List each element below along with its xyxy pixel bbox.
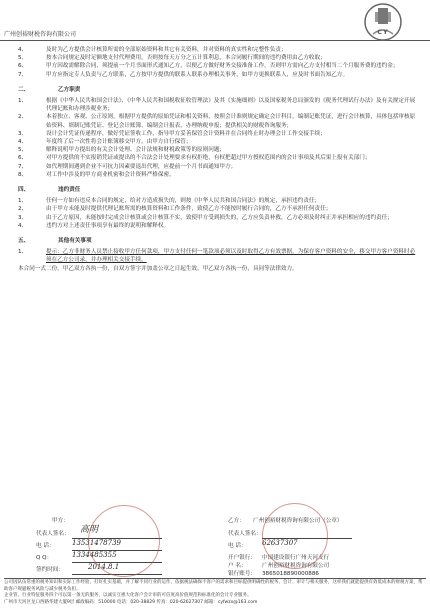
party-a-label: 甲方： [52, 518, 69, 524]
section-heading: 五、 其他有关事项 [18, 238, 92, 245]
party-a-phone: 13531478739 [72, 539, 121, 547]
party-b-phone-label: 电 话： [228, 543, 247, 549]
list-item: 3、 由于乙方原因，未能按时完成会计核算或会计核算不实，致使甲方受到损失的，乙方应负责补救，乙方必须及时纠正并承担相应的违约责任； [18, 214, 393, 221]
party-b-phone: 62637307 [262, 539, 298, 547]
list-item: 2、 由于甲方未能及时提供代理记账所需的核算资料和工作条件，致使乙方不能按时履行合同的，乙方不承担任何责任； [18, 206, 332, 213]
party-a-signature: 高明 [80, 525, 99, 535]
section-heading: 四、 违约责任 [18, 187, 81, 194]
party-b-seal [262, 503, 328, 569]
party-a-seal [88, 505, 160, 577]
list-item: 5、 解释说明甲方提出的有关会计处理、会计法规和财税政策等的原则问题； [18, 147, 226, 154]
party-b-account: 中国建设银行广州天河支行 [262, 555, 330, 561]
party-b-acct-name-label: 户 名： [228, 563, 247, 569]
party-b-acct-name: 广州创裕财税咨询有限公司 [262, 563, 330, 569]
list-item: 7、 如代理期间遇到企业不可抗力因素要退出代理，应提前一个月书面通知甲方； [18, 163, 237, 170]
party-b-name: 广州创裕财税咨询有限公司（公章） [253, 518, 343, 524]
party-a-qq: 1334485355 [72, 551, 117, 559]
party-a-rep-label: 代表人签名： [36, 531, 70, 537]
list-item: 1、 任何一方如有违反本合同的规定，给对方造成损失的，则按《中华人民共和国合同法》的规定，承担违约责任； [18, 198, 321, 205]
list-item: 3、 设计会计凭证传递程序，做好凭证签收工作，指导甲方妥善保管会计资料并在合同终止时办理会计工作交接手续； [18, 130, 326, 137]
section-heading: 二、 乙方职责 [18, 86, 81, 93]
list-item: 2、 本着独立、客观、公正原则，根据甲方提供的原始凭证和相关资料，按照会计准则规定确定会计科目，编制记账凭证，进行会计核算，具体包括审核原始资料、填制记账凭证、登记会计账簿、编制会计报表，办理纳税申报；提供相关的财税咨询服务； [18, 114, 416, 129]
party-a-date: 2014.8.1 [88, 563, 120, 571]
list-item: 1、 提示：乙方非财务人员禁止接收甲方任何款项，甲方支付任何一笔款项必须以及时取得乙方有效票据，为保存客户资料的安全，移交甲方客户资料时必须在乙方公司录，并办理相关交接手续。 [18, 249, 416, 264]
footer-address: 广州市天河区龙口西路华建大厦9层 邮政编码：510000 电话：020-38829 传真：020-62627307 邮箱：cyfwzx@163.com [4, 599, 258, 605]
footer-line: 企业管、行业特征服务四个可以第一条无的服务，以诚实互惠大化客户会计审的可信度高价值规范和标准化的会计专业服务。 [4, 593, 252, 599]
footer [4, 580, 426, 606]
footer-divider [4, 578, 426, 579]
list-item: 1、 根据《中华人民共和国会计法》、《中华人民共和国税收征收管理法》及其《实施细则》以及国家税务总局颁发的《税务代理试行办法》及有关规定开展代理记账和办理涉税业务； [18, 98, 416, 113]
list-item: 8、 对工作中涉及的甲方商业机密和会计资料严格保密。 [18, 171, 175, 178]
list-item: 5、 按本合同规定及时足额地支付代理费用，否则按每天万分之五计算利息，本合同履行期间的违约费用由乙方收取； [18, 55, 326, 62]
party-a-qq-label: Q Q： [36, 555, 53, 561]
party-b-label: 乙方： [228, 518, 245, 524]
party-a-date-label: 签约时间： [36, 567, 64, 573]
party-b-account-label: 开户银行： [228, 555, 256, 561]
list-item: 4、 及时为乙方提供会计核算所需的全部原始资料和其它有关资料，并对资料的真实性和完整性负责； [18, 47, 287, 53]
list-item: 4、 年度终了后一次性将会计账簿移交甲方，由甲方自行保管； [18, 139, 192, 146]
list-item: 4、 违约方对上述责任事项享有最终的说明和解释权。 [18, 222, 170, 229]
header-company: 广州创裕财税咨询有限公司 [4, 31, 77, 38]
list-item: 6、 对甲方提供的不实报销凭证或提出的不合法会计处理要求有权拒绝，有权把超过甲方授权范围内的会计事项及其后果上报有关部门； [18, 155, 371, 162]
list-item: 7、 甲方应指定专人负责与乙方联系，乙方按甲方提供的联系人联系办理相关事务，如甲方更换联系人，应及时书面告知乙方。 [18, 71, 349, 78]
party-b-rep-label: 代表人签名： [228, 531, 262, 537]
party-a-phone-label: 电 话： [36, 543, 55, 549]
footer-line: 公司因队伍常重的税务知识和实际工作经验，打好扎实基础，并了解不同行业的运作，依据税法确保不客户的需求和目标提供明确性的税务、会计、审计与相关服务，这样我们就能提供有效低成本的财税方案，帮助客户规避税务风险与减少税务负担。 [4, 580, 423, 592]
party-b-acct-no: 3865018890000886 [262, 571, 319, 577]
list-item: 6、 甲方因故需解除合同，须提前一个月书面形式通知乙方，以便乙方做好财务交接准备工作，否则甲方需向乙方支付相当二个月服务费的违约金； [18, 63, 399, 70]
party-b-acct-no-label: 银行账号： [228, 571, 256, 577]
contract-body [18, 46, 418, 273]
closing-clause: 本合同一式二份，甲乙双方各执一份，自双方签字并加盖公章之日起生效。甲乙双方各执一份，具同等法律效力。 [18, 265, 298, 272]
logo-text: CY [377, 28, 389, 36]
